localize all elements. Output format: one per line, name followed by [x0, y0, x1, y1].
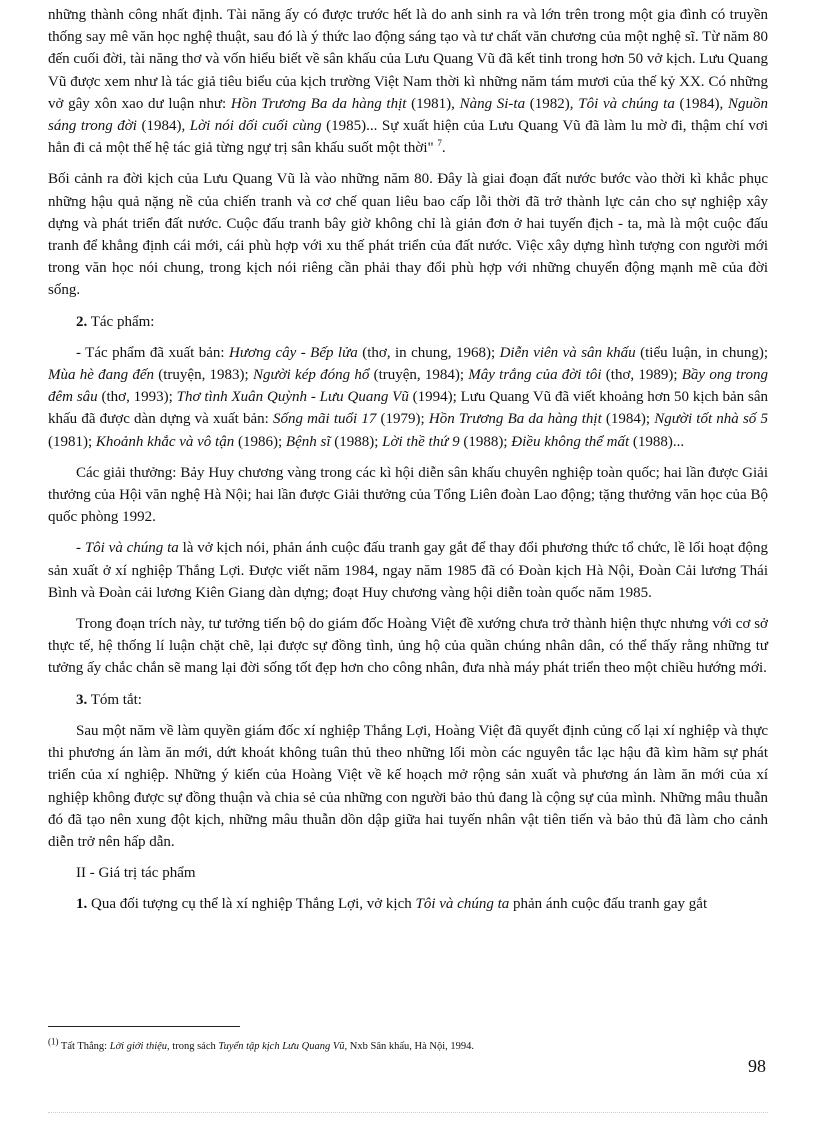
footnote-reference: 7 — [437, 138, 442, 149]
paragraph-excerpt: Trong đoạn trích này, tư tưởng tiến bộ do giám đốc Hoàng Việt đề xướng chưa trở thành hiện thực nhưng với cơ sở thực tế, hệ thống lí luận chặt chẽ, lại được sự đồng tình, ủng hộ của quần chúng nhân dân, có thể thấy rằng những tư tưởng ấy chắc chắn sẽ mang lại đời sống tốt đẹp hơn cho công nhân, đưa nhà máy phát triển theo một chiều hướng mới. — [48, 616, 768, 677]
page-number: 98 — [748, 1056, 766, 1076]
paragraph-works: - Tác phẩm đã xuất bản: Hương cây - Bếp lửa (thơ, in chung, 1968); Diễn viên và sân khấu (tiểu luận, in chung); Mùa hè đang đến (truyện, 1983); Người kép đóng hổ (truyện, 1984); Mây trắng của đời tôi (thơ, 1989); Bầy ong trong đêm sâu (thơ, 1993); Thơ tình Xuân Quỳnh - Lưu Quang Vũ (1994); Lưu Quang Vũ đã viết khoảng hơn 50 kịch bản sân khấu đã được dàn dựng và xuất bản: Sống mãi tuổi 17 (1979); Hồn Trương Ba da hàng thịt (1984); Người tốt nhà số 5 (1981); Khoảnh khắc và vô tận (1986); Bệnh sĩ (1988); Lời thề thứ 9 (1988); Điều không thể mất (1988)... — [48, 344, 769, 450]
document-page — [48, 0, 768, 925]
paragraph-value: 1. Qua đối tượng cụ thể là xí nghiệp Thắng Lợi, vở kịch Tôi và chúng ta phản ánh cuộc đấu tranh gay gắt — [76, 896, 708, 913]
footnote: $^{(1)}$ Tất Thắng: Lời giới thiệu, trong sách Tuyển tập kịch Lưu Quang Vũ, Nxb Sân khấu, Hà Nội, 1994. — [48, 1036, 475, 1052]
paragraph-context: Bối cảnh ra đời kịch của Lưu Quang Vũ là vào những năm 80. Đây là giai đoạn đất nước bước vào thời kì khắc phục những hậu quả nặng nề của chiến tranh và cơ chế quan liêu bao cấp lỗi thời đã trở thành lực cản cho sự nghiệp xây dựng và phát triển đất nước. Cuộc đấu tranh bây giờ không chỉ là giản đơn ở hai tuyến địch - ta, mà là một cuộc đấu tranh để khẳng định cái mới, cái phù hợp với xu thế phát triển của đất nước. Việc xây dựng hình tượng con người mới trong văn học nói chung, trong kịch nói riêng cần phải thay đổi phù hợp với những chuyển động mạnh mẽ của đời sống. — [48, 171, 768, 299]
page-bottom-border — [48, 1112, 768, 1113]
paragraph-awards: Các giải thưởng: Bảy Huy chương vàng trong các kì hội diễn sân khấu chuyên nghiệp toàn quốc; hai lần được Giải thưởng của Hội văn nghệ Hà Nội; hai lần được Giải thưởng của Tổng Liên đoàn Lao động; tặng thưởng văn học của Bộ quốc phòng 1992. — [48, 464, 768, 526]
section-heading-summary: 3. Tóm tắt: — [76, 691, 142, 708]
paragraph-intro: những thành công nhất định. Tài năng ấy có được trước hết là do anh sinh ra và lớn trên trong một gia đình có truyền thống say mê văn học nghệ thuật, sau đó là ý thức lao động sáng tạo và tư chất văn chương của một nghệ sĩ. Từ năm 80 đến cuối đời, tài năng thơ và vốn hiểu biết về sân khấu của Lưu Quang Vũ đã kết tinh trong hơn 50 vở kịch. Lưu Quang Vũ được xem như là tác giả tiêu biểu của kịch trường Việt Nam thời kì những năm tám mươi của thế kỷ XX. Có những vở gây xôn xao dư luận như: Hồn Trương Ba da hàng thịt (1981), Nàng Si-ta (1982), Tôi và chúng ta (1984), Nguồn sáng trong đời (1984), Lời nói dối cuối cùng (1985)... Sự xuất hiện của Lưu Quang Vũ đã làm lu mờ đi, thậm chí vơi hẳn đi cả một thế hệ tác giả từng ngự trị sân khấu suốt một thời" $^7$. — [48, 7, 768, 157]
paragraph-toi-va-chung-ta: - Tôi và chúng ta là vở kịch nói, phản ánh cuộc đấu tranh gay gắt để thay đổi phương thức tổ chức, lề lối hoạt động sản xuất ở xí nghiệp Thắng Lợi. Được viết năm 1984, ngay năm 1985 đã có Đoàn kịch Hà Nội, Đoàn Cải lương Thái Bình và Đoàn cải lương Kiên Giang dàn dựng; đoạt Huy chương vàng hội diễn toàn quốc năm 1985. — [48, 540, 769, 601]
paragraph-summary: Sau một năm về làm quyền giám đốc xí nghiệp Thắng Lợi, Hoàng Việt đã quyết định củng cố lại xí nghiệp và thực thi phương án làm ăn mới, dứt khoát không tuân thủ theo những lối mòn các nguyên tắc lạc hậu đã kìm hãm sự phát triển của xí nghiệp. Những ý kiến của Hoàng Việt về kế hoạch mở rộng sản xuất và phương án làm ăn mới của xí nghiệp không được sự đồng thuận và chia sẻ của những con người bảo thủ đang là cộng sự của mình. Những mâu thuẫn đó đã tạo nên xung đột kịch, những mâu thuẫn dồn dập giữa hai tuyến nhân vật tiên tiến và bảo thủ đã làm cho cảnh diễn trở nên hấp dẫn. — [48, 722, 768, 850]
body-text — [48, 0, 768, 916]
footnote-divider — [48, 1026, 240, 1027]
section-heading-works: 2. Tác phẩm: — [76, 313, 155, 330]
footnote-mark: (1) — [48, 1036, 59, 1047]
section-heading-value: II - Giá trị tác phẩm — [76, 865, 196, 882]
